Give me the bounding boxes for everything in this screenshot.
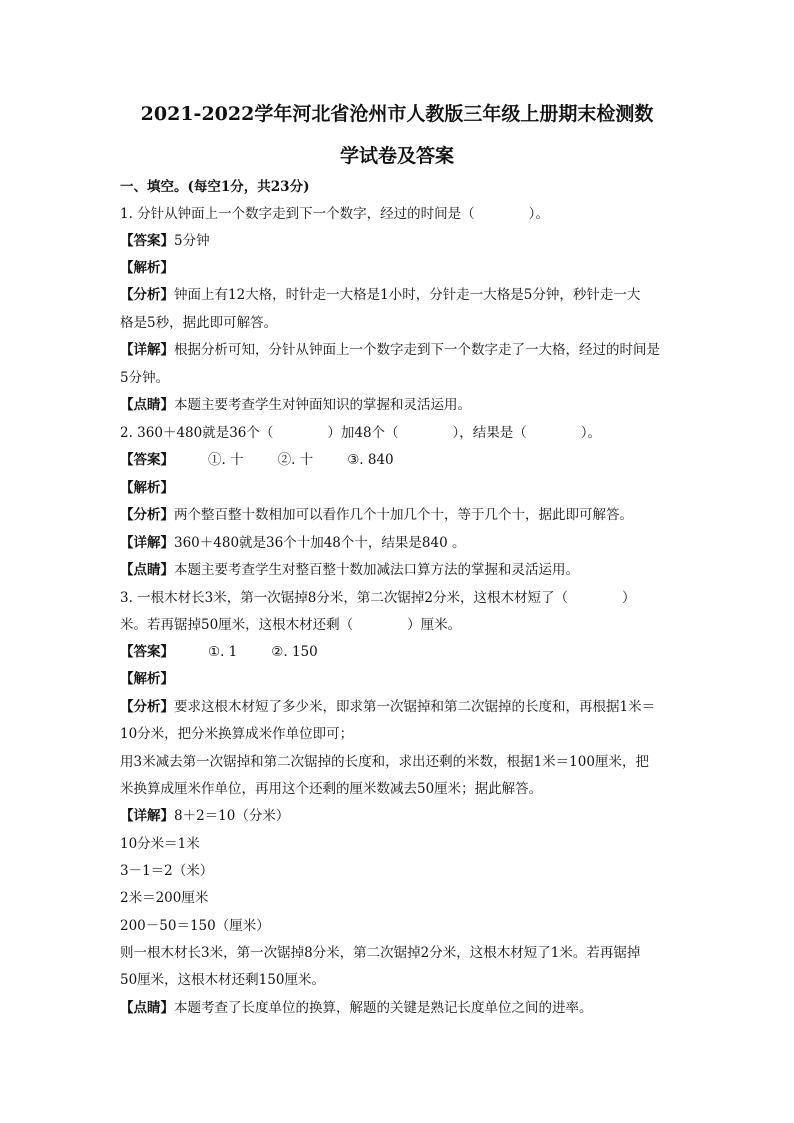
xiangjie-text: 8＋2＝10（分米）: [174, 808, 290, 824]
q1-answer: [120, 231, 680, 251]
q1-fenxi-line2: 格是5秒，据此即可解答。: [120, 315, 278, 331]
q3-question-line1: 3. 一根木材长3米，第一次锯掉8分米，第二次锯掉2分米，这根木材短了（ ）: [120, 590, 636, 606]
q3-jiexi: [120, 669, 680, 689]
dianjing-text: 本题主要考查学生对钟面知识的掌握和灵活运用。: [174, 397, 471, 413]
q2-fenxi: [120, 505, 680, 525]
answer-tag: 【答案】: [120, 233, 174, 249]
jiexi-tag: 【解析】: [120, 260, 174, 276]
q3-calc-2: 3－1＝2（米）: [120, 863, 214, 879]
q3-fenxi-line1: [120, 697, 680, 717]
q3-calc-4: 200－50＝150（厘米）: [120, 918, 270, 934]
answer-tag: 【答案】: [120, 644, 174, 660]
q2-answer: [120, 450, 680, 470]
section-heading: 一、填空。(每空1分，共23分): [120, 179, 310, 195]
fenxi-text: 要求这根木材短了多少米，即求第一次锯掉和第二次锯掉的长度和，再根据1米＝: [174, 699, 656, 715]
q3-fenxi-line4: 米换算成厘米作单位，再用这个还剩的厘米数减去50厘米；据此解答。: [120, 781, 543, 797]
answer-part-3: ③. 840: [347, 452, 394, 468]
xiangjie-tag: 【详解】: [120, 342, 174, 358]
q1-question: 1. 分针从钟面上一个数字走到下一个数字，经过的时间是（ ）。: [120, 206, 549, 222]
q3-conclusion-line1: 则一根木材长3米，第一次锯掉8分米，第二次锯掉2分米，这根木材短了1米。若再锯掉: [120, 945, 641, 961]
doc-title-line2: 学试卷及答案: [339, 145, 454, 167]
q2-jiexi: [120, 478, 680, 498]
xiangjie-tag: 【详解】: [120, 535, 174, 551]
doc-title-line1: 2021-2022学年河北省沧州市人教版三年级上册期末检测数: [140, 103, 654, 125]
jiexi-tag: 【解析】: [120, 671, 174, 687]
answer-part-2: ②. 150: [271, 644, 318, 660]
q3-xiangjie-line1: [120, 806, 680, 826]
fenxi-text: 钟面上有12大格，时针走一大格是1小时，分针走一大格是5分钟，秒针走一大: [174, 287, 641, 303]
q3-conclusion-line2: 50厘米，这根木材还剩150厘米。: [120, 972, 325, 988]
q1-jiexi: [120, 258, 680, 278]
dianjing-tag: 【点睛】: [120, 1000, 174, 1016]
jiexi-tag: 【解析】: [120, 480, 174, 496]
q3-fenxi-line2: 10分米，把分米换算成米作单位即可；: [120, 726, 354, 742]
xiangjie-text: 根据分析可知，分针从钟面上一个数字走到下一个数字走了一大格，经过的时间是: [174, 342, 660, 358]
q1-dianjing: [120, 395, 680, 415]
answer-text: 5分钟: [174, 233, 210, 249]
q3-calc-1: 10分米＝1米: [120, 836, 200, 852]
dianjing-text: 本题主要考查学生对整百整十数加减法口算方法的掌握和灵活运用。: [174, 562, 579, 578]
fenxi-tag: 【分析】: [120, 507, 174, 523]
q3-calc-3: 2米＝200厘米: [120, 890, 209, 906]
xiangjie-tag: 【详解】: [120, 808, 174, 824]
dianjing-tag: 【点睛】: [120, 397, 174, 413]
q1-xiangjie-line1: [120, 340, 680, 360]
answer-part-1: ①. 1: [208, 644, 238, 660]
xiangjie-text: 360＋480就是36个十加48个十，结果是840 。: [174, 535, 466, 551]
answer-tag: 【答案】: [120, 452, 174, 468]
q3-fenxi-line3: 用3米减去第一次锯掉和第二次锯掉的长度和，求出还剩的米数，根据1米＝100厘米，把: [120, 754, 649, 770]
q2-question: 2. 360＋480就是36个（ ）加48个（ ），结果是（ ）。: [120, 425, 602, 441]
q3-answer: [120, 642, 680, 662]
q2-dianjing: [120, 560, 680, 580]
dianjing-text: 本题考查了长度单位的换算，解题的关键是熟记长度单位之间的进率。: [174, 1000, 593, 1016]
answer-part-1: ①. 十: [208, 452, 244, 468]
q2-xiangjie: [120, 533, 680, 553]
q3-dianjing: [120, 998, 680, 1018]
q3-question-line2: 米。若再锯掉50厘米，这根木材还剩（ ）厘米。: [120, 617, 462, 633]
q1-xiangjie-line2: 5分钟。: [120, 370, 170, 386]
answer-part-2: ②. 十: [277, 452, 314, 468]
fenxi-tag: 【分析】: [120, 287, 174, 303]
fenxi-tag: 【分析】: [120, 699, 174, 715]
dianjing-tag: 【点睛】: [120, 562, 174, 578]
fenxi-text: 两个整百整十数相加可以看作几个十加几个十，等于几个十，据此即可解答。: [174, 507, 633, 523]
q1-fenxi-line1: [120, 285, 680, 305]
